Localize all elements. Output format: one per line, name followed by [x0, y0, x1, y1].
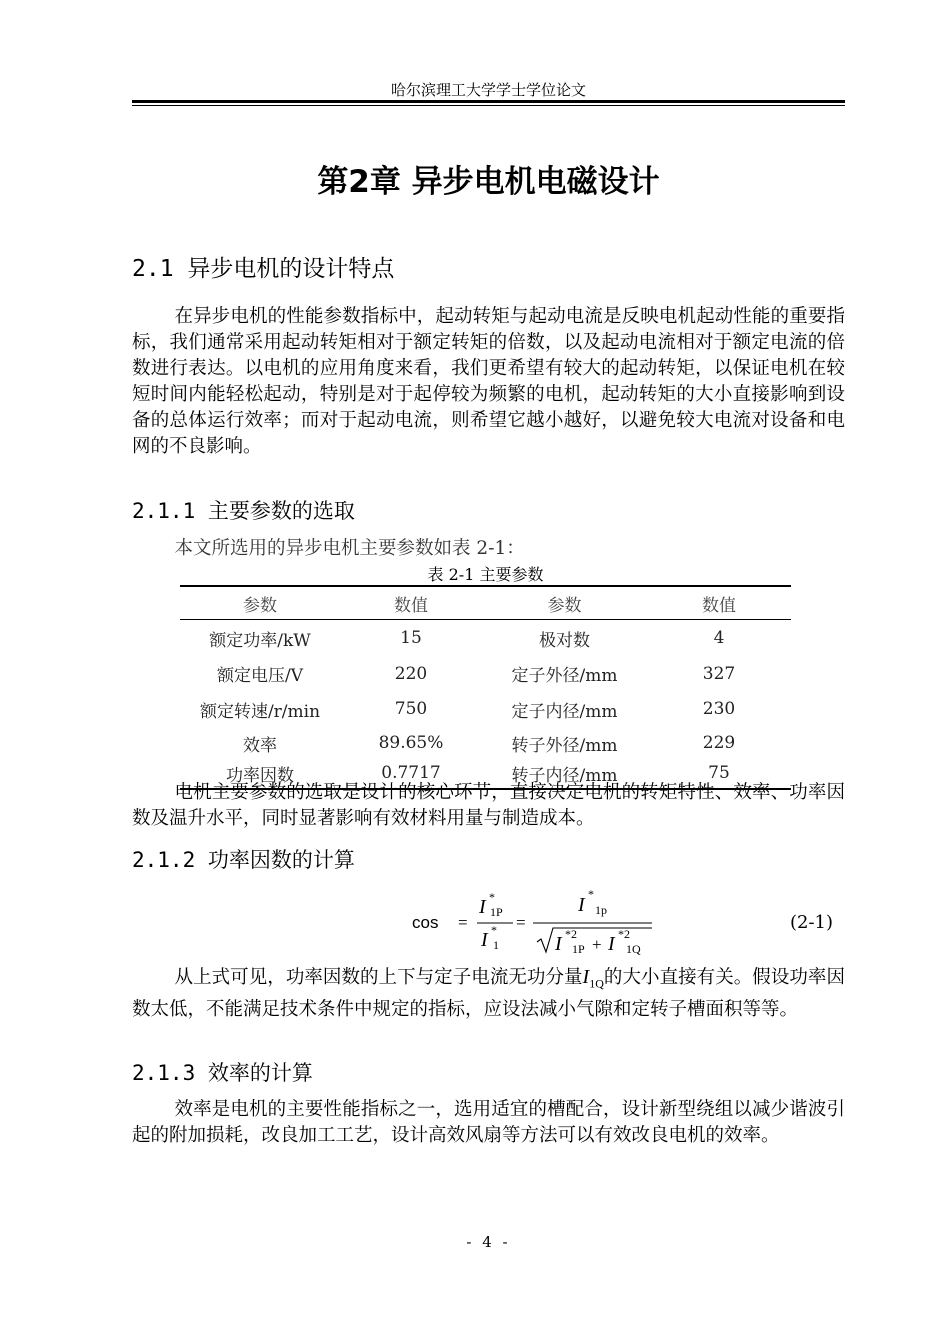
header-rule-thin: [132, 105, 845, 106]
chapter-title: 第2章 异步电机电磁设计: [317, 164, 660, 200]
eq-num2-sub: 1p: [595, 903, 607, 917]
eq-num-I: I: [479, 896, 486, 918]
table-row: [180, 728, 791, 759]
section-2-1-paragraph: 在异步电机的性能参数指标中，起动转矩与起动电流是反映电机起动性能的重要指标，我们通常采用起动转矩相对于额定转矩的倍数，以及起动电流相对于额定电流的倍数进行表达。以电机的应用角度来看，我们更希望有较大的起动转矩，以保证电机在较短时间内能轻松起动，特别是对于起停较为频繁的电机，起动转矩的大小直接影响到设备的总体运行效率；而对于起动电流，则希望它越小越好，以避免较大电流对设备和电网的不良影响。: [132, 306, 845, 457]
paragraph-text-after: 的大小直接有关。假设功率因数太低，不能满足技术条件中规定的指标，应设法减小气隙和定转子槽面积等等。: [132, 967, 845, 1020]
eq-num-sub: 1P: [490, 905, 503, 919]
inline-symbol-sub: 1Q: [589, 976, 604, 991]
table-cell: 定子外径/mm: [511, 666, 618, 686]
table-cell: 15: [400, 628, 422, 649]
running-header: 哈尔滨理工大学学士学位论文: [390, 81, 586, 99]
table-cell: 230: [702, 699, 736, 719]
table-cell: 效率: [243, 735, 277, 756]
eq-num2-star: *: [588, 887, 594, 901]
table-cell: 75: [708, 763, 730, 783]
table-row: [180, 657, 791, 691]
section-heading-2-1-3: 2.1.3 效率的计算: [132, 1061, 313, 1085]
table-cell: 极对数: [539, 630, 590, 651]
table-cell: 229: [702, 733, 736, 753]
table-cell: 功率因数: [226, 765, 294, 786]
eq-den-sub: 1: [493, 938, 499, 952]
inline-symbol-I: I: [582, 966, 590, 988]
eq-den-I: I: [481, 929, 488, 951]
table-cell: 转子内径/mm: [511, 765, 618, 786]
header-cell: 参数: [243, 595, 277, 616]
table-cell: 定子内径/mm: [511, 701, 618, 722]
table-header-row: [180, 586, 791, 620]
table-cell: 转子外径/mm: [511, 735, 618, 756]
header-rule-thick: [132, 100, 845, 103]
eq-den-star: *: [491, 923, 497, 937]
section-heading-2-1: 2.1 异步电机的设计特点: [132, 256, 395, 282]
eq-den2-I-b: I: [608, 933, 615, 955]
table-cell: 220: [394, 663, 428, 684]
section-2-1-1-paragraph: 电机主要参数的选取是设计的核心环节，直接决定电机的转矩特性、效率、功率因数及温升水平，同时显著影响有效材料用量与制造成本。: [132, 782, 845, 829]
eq-den2-star-a: *2: [565, 927, 577, 941]
paragraph-text-before: 从上式可见，功率因数的上下与定子电流无功分量: [174, 967, 583, 988]
equation-number: (2-1): [790, 912, 834, 933]
table-cell: 额定功率/kW: [209, 630, 311, 651]
eq-num-star: *: [489, 890, 495, 904]
power-factor-equation: [400, 884, 670, 960]
page-number: - 4 -: [466, 1233, 511, 1251]
table-row: [180, 620, 791, 657]
header-cell: 参数: [547, 595, 582, 616]
table-cell: 额定电压/V: [216, 666, 303, 686]
table-cell: 额定转速/r/min: [199, 701, 321, 722]
eq-den2-sub-a: 1P: [572, 942, 585, 956]
table-cell: 0.7717: [381, 763, 441, 783]
eq-num2-I: I: [578, 894, 585, 916]
table-cell: 4: [713, 628, 725, 649]
header-cell: 数值: [702, 595, 736, 616]
section-2-1-2-paragraph: [132, 964, 845, 1023]
parameter-table: [180, 585, 791, 790]
table-intro: 本文所选用的异步电机主要参数如表 2-1：: [174, 538, 525, 559]
eq-plus: +: [592, 935, 602, 954]
eq-cos: cos: [412, 913, 439, 932]
section-heading-2-1-2: 2.1.2 功率因数的计算: [132, 848, 355, 872]
eq-den2-star-b: *2: [618, 927, 630, 941]
table-cell: 89.65%: [378, 733, 444, 753]
eq-den2-sub-b: 1Q: [626, 942, 641, 956]
section-heading-2-1-1: 2.1.1 主要参数的选取: [132, 499, 355, 523]
table-cell: 327: [702, 663, 736, 684]
table-caption: 表 2-1 主要参数: [427, 565, 544, 584]
table-row: [180, 691, 791, 728]
eq-equals-1: =: [458, 913, 468, 932]
eq-equals-2: =: [516, 913, 526, 932]
section-2-1-3-paragraph: 效率是电机的主要性能指标之一，选用适宜的槽配合，设计新型绕组以减少谐波引起的附加损耗，改良加工工艺，设计高效风扇等方法可以有效改良电机的效率。: [132, 1099, 845, 1146]
table-cell: 750: [394, 699, 428, 719]
eq-den2-I-a: I: [555, 933, 562, 955]
header-cell: 数值: [394, 595, 428, 616]
